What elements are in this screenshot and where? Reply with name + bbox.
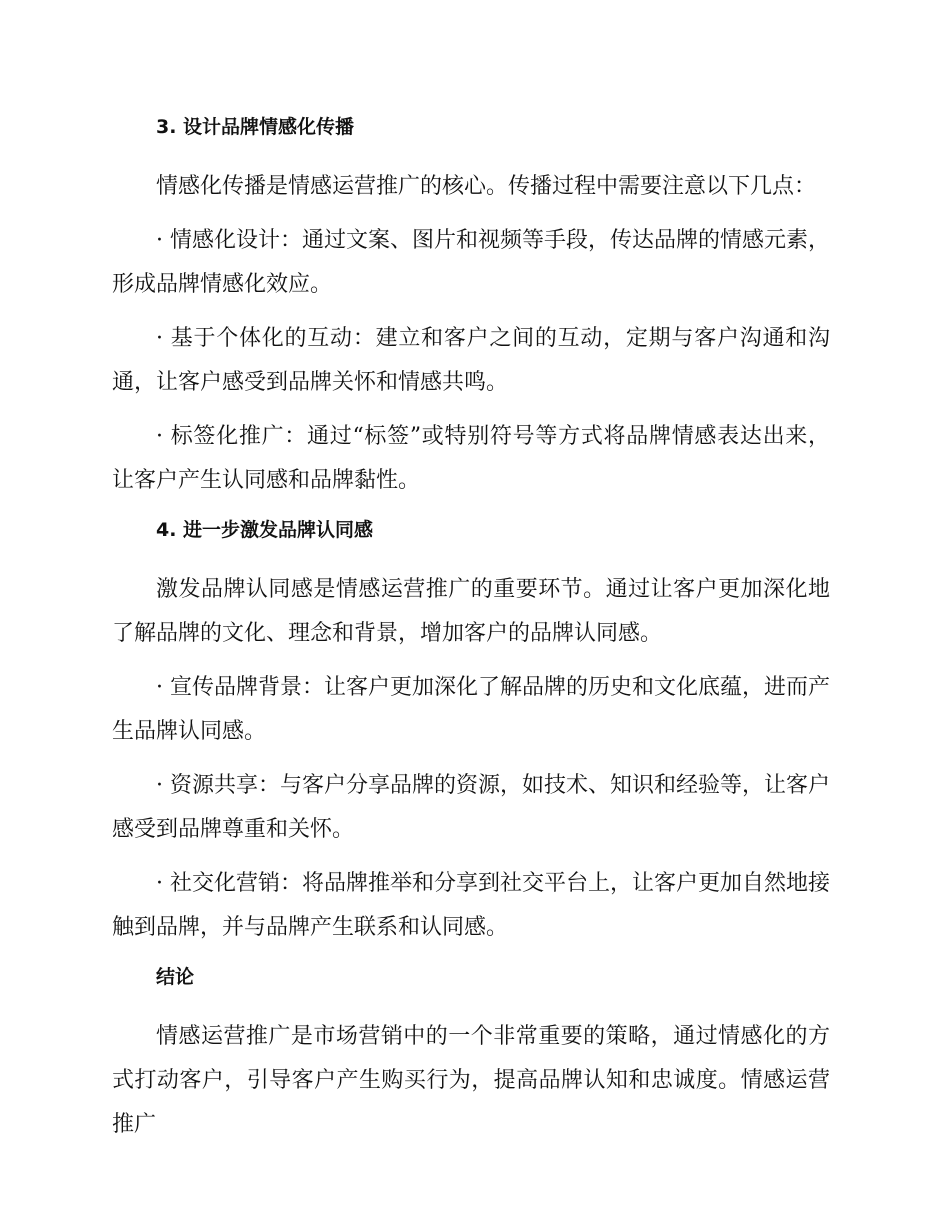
document-content <box>112 112 830 1157</box>
section-3-bullet-3: · 标签化推广：通过“标签”或特别符号等方式将品牌情感表达出来，让客户产生认同感和品牌黏性。 <box>112 424 830 493</box>
conclusion-heading: 结论 <box>156 966 195 988</box>
section-3-intro: 情感化传播是情感运营推广的核心。传播过程中需要注意以下几点： <box>156 174 817 199</box>
section-4-bullet-2: · 资源共享：与客户分享品牌的资源，如技术、知识和经验等，让客户感受到品牌尊重和关怀。 <box>112 773 830 842</box>
section-4-intro: 激发品牌认同感是情感运营推广的重要环节。通过让客户更加深化地了解品牌的文化、理念和背景，增加客户的品牌认同感。 <box>112 577 830 646</box>
section-4-bullet-3: · 社交化营销：将品牌推举和分享到社交平台上，让客户更加自然地接触到品牌，并与品牌产生联系和认同感。 <box>112 871 830 940</box>
conclusion-text: 情感运营推广是市场营销中的一个非常重要的策略，通过情感化的方式打动客户，引导客户产生购买行为，提高品牌认知和忠诚度。情感运营推广 <box>112 1024 830 1137</box>
section-3-heading: 3. 设计品牌情感化传播 <box>156 116 355 138</box>
section-3-bullet-2: · 基于个体化的互动：建立和客户之间的互动，定期与客户沟通和沟通，让客户感受到品牌关怀和情感共鸣。 <box>112 326 830 395</box>
section-3-bullet-1: · 情感化设计：通过文案、图片和视频等手段，传达品牌的情感元素，形成品牌情感化效应。 <box>112 228 830 297</box>
section-4-bullet-1: · 宣传品牌背景：让客户更加深化了解品牌的历史和文化底蕴，进而产生品牌认同感。 <box>112 675 830 744</box>
section-4-heading: 4. 进一步激发品牌认同感 <box>156 519 374 541</box>
